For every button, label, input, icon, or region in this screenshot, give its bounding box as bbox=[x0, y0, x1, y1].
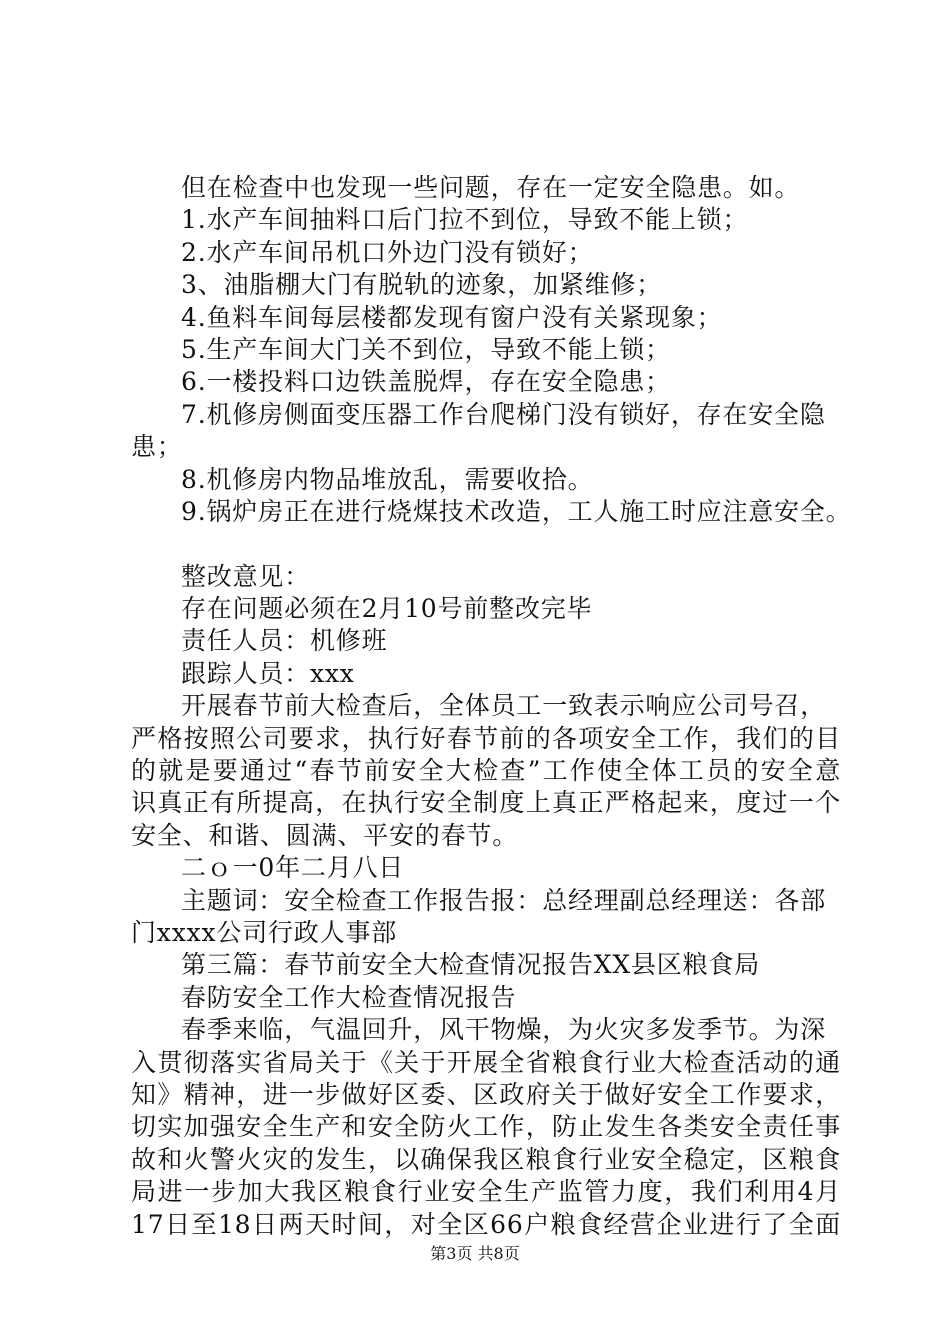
list-item: 5.生产车间大门关不到位，导致不能上锁； bbox=[181, 334, 671, 364]
text-line: 存在问题必须在2月10号前整改完毕 bbox=[181, 594, 593, 624]
page-number-footer: 第3页 共8页 bbox=[430, 1244, 520, 1263]
list-item: 1.水产车间抽料口后门拉不到位，导致不能上锁； bbox=[181, 205, 749, 235]
text-line: 春季来临，气温回升，风干物燥，为火灾多发季节。为深 bbox=[181, 1015, 827, 1045]
list-item: 2.水产车间吊机口外边门没有锁好； bbox=[181, 237, 594, 267]
section-subtitle: 春防安全工作大检查情况报告 bbox=[181, 982, 517, 1012]
text-line: 主题词：安全检查工作报告报：总经理副总经理送：各部 bbox=[181, 885, 827, 915]
document-body bbox=[131, 172, 852, 1241]
list-item: 6.一楼投料口边铁盖脱焊，存在安全隐患； bbox=[181, 367, 671, 397]
list-item-continuation: 患； bbox=[131, 432, 183, 462]
list-item: 4.鱼料车间每层楼都发现有窗户没有关紧现象； bbox=[181, 302, 723, 332]
text-line: 识真正有所提高，在执行安全制度上真正严格起来，度过一个 bbox=[131, 788, 841, 818]
list-item: 3、油脂棚大门有脱轨的迹象，加紧维修； bbox=[181, 270, 663, 300]
date-line: 二ｏ一0年二月八日 bbox=[181, 853, 405, 883]
list-item: 8.机修房内物品堆放乱，需要收拾。 bbox=[181, 464, 594, 494]
text-line: 入贯彻落实省局关于《关于开展全省粮食行业大检查活动的通 bbox=[131, 1047, 841, 1077]
list-item: 9.锅炉房正在进行烧煤技术改造，工人施工时应注意安全。 bbox=[181, 496, 852, 526]
text-line: 的就是要通过“春节前安全大检查”工作使全体工员的安全意 bbox=[131, 756, 841, 786]
text-line: 故和火警火灾的发生，以确保我区粮食行业安全稳定，区粮食 bbox=[131, 1144, 841, 1174]
text-line: 严格按照公司要求，执行好春节前的各项安全工作，我们的目 bbox=[131, 723, 841, 753]
blank-line bbox=[131, 528, 841, 560]
text-line: 责任人员：机修班 bbox=[181, 626, 388, 656]
text-line: 跟踪人员：xxx bbox=[181, 658, 355, 688]
text-line: 局进一步加大我区粮食行业安全生产监管力度，我们利用4月 bbox=[131, 1177, 841, 1207]
text-line: 安全、和谐、圆满、平安的春节。 bbox=[131, 820, 519, 850]
text-line: 开展春节前大检查后，全体员工一致表示响应公司号召， bbox=[181, 691, 827, 721]
section-title: 第三篇：春节前安全大检查情况报告XX县区粮食局 bbox=[181, 950, 760, 980]
section-heading: 整改意见： bbox=[181, 561, 311, 591]
list-item: 7.机修房侧面变压器工作台爬梯门没有锁好，存在安全隐 bbox=[181, 399, 826, 429]
text-line: 但在检查中也发现一些问题，存在一定安全隐患。如。 bbox=[181, 173, 801, 202]
text-line: 知》精神，进一步做好区委、区政府关于做好安全工作要求， bbox=[131, 1079, 841, 1109]
text-line: 切实加强安全生产和安全防火工作，防止发生各类安全责任事 bbox=[131, 1112, 841, 1142]
text-line: 17日至18日两天时间，对全区66户粮食经营企业进行了全面 bbox=[131, 1209, 841, 1239]
text-line: 门xxxx公司行政人事部 bbox=[131, 917, 397, 947]
